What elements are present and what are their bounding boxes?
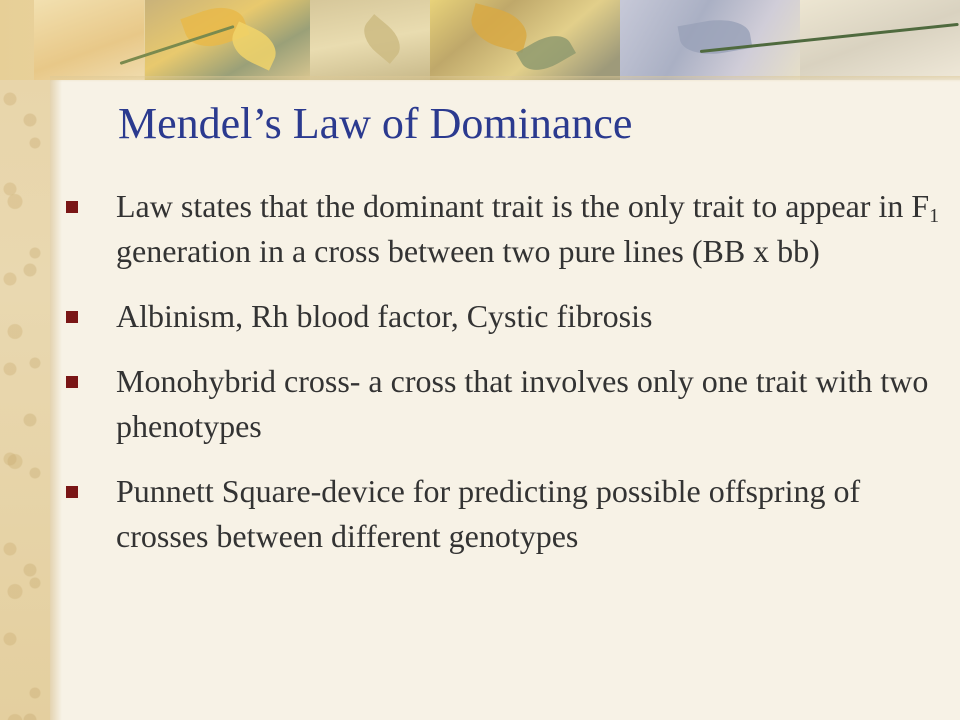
- bullet-text: generation in a cross between two pure lines (BB x bb): [116, 233, 820, 269]
- bullet-text: Albinism, Rh blood factor, Cystic fibrosis: [116, 298, 653, 334]
- bullet-item: [66, 359, 946, 449]
- left-strip-shadow: [50, 78, 62, 720]
- slide-title: Mendel’s Law of Dominance: [118, 99, 633, 148]
- square-bullet-icon: [66, 201, 78, 213]
- banner-panel: [34, 0, 144, 80]
- bullet-item: [66, 184, 946, 274]
- top-decorative-banner: [0, 0, 960, 80]
- left-decorative-strip: [0, 0, 50, 720]
- square-bullet-icon: [66, 376, 78, 388]
- bullet-item: [66, 294, 946, 339]
- subscript-text: 1: [929, 205, 940, 227]
- square-bullet-icon: [66, 311, 78, 323]
- bullet-text: Monohybrid cross- a cross that involves only one trait with two phenotypes: [116, 363, 929, 444]
- bullet-item: [66, 469, 946, 559]
- bullet-list: [66, 184, 946, 559]
- banner-panel: [800, 0, 960, 80]
- banner-shadow: [50, 76, 960, 82]
- square-bullet-icon: [66, 486, 78, 498]
- bullet-text: Punnett Square-device for predicting possible offspring of crosses between different genotypes: [116, 473, 861, 554]
- bullet-text: Law states that the dominant trait is the only trait to appear in F: [116, 188, 930, 224]
